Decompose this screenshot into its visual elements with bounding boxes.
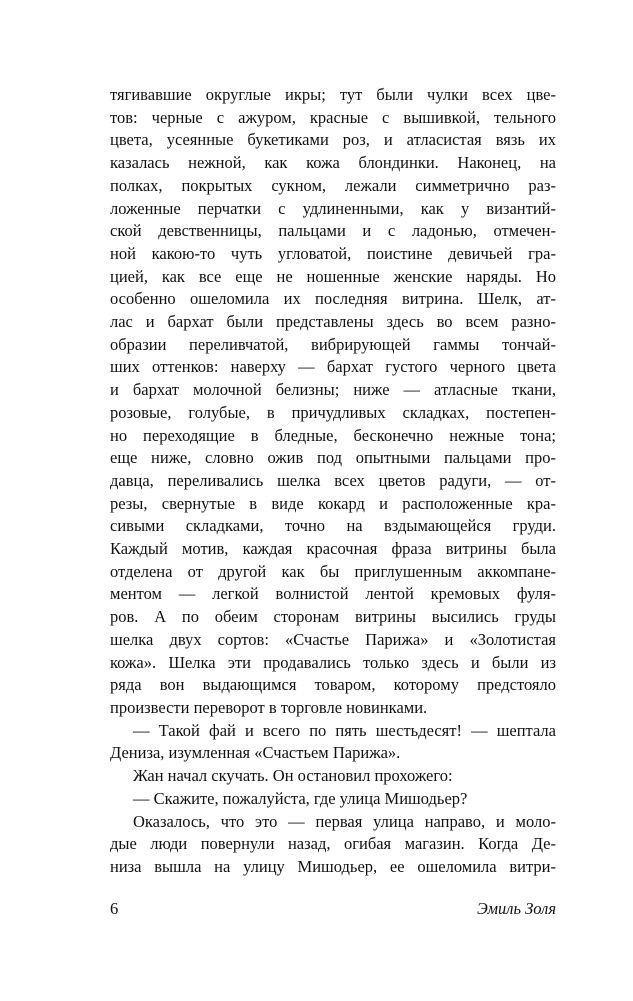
text-line: цвета, усеянные букетиками роз, и атласистая вязь их [110,130,556,150]
text-line: резы, свернутые в виде кокард и расположенные кра- [110,493,556,513]
text-line: отделена от другой как бы приглушенным аккомпане- [110,561,556,581]
text-line: образии переливчатой, вибрирующей гаммы тончай- [110,334,556,354]
author-name: Эмиль Золя [476,899,556,918]
text-block [110,84,556,879]
text-line: кожа». Шелка эти продавались только здесь и были из [110,652,556,672]
paragraph [110,765,556,788]
text-line: казалась нежной, как кожа блондинки. Наконец, на [110,153,556,173]
text-line: цией, как все еще не ношенные женские наряды. Но [110,266,556,286]
text-line: ров. А по обеим сторонам витрины высились груды [110,607,556,627]
text-line: Каждый мотив, каждая красочная фраза витрины была [110,539,556,559]
paragraph [110,811,556,879]
text-line: розовые, голубые, в причудливых складках, постепен- [110,402,556,422]
paragraph [110,788,556,811]
text-line: особенно ошеломила их последняя витрина. Шелк, ат- [110,289,556,309]
text-line: сивыми складками, точно на вздымающейся груди. [110,516,556,536]
text-line: ших оттенков: наверху — бархат густого черного цвета [110,357,556,377]
text-line: низа вышла на улицу Мишодьер, ее ошеломила витри- [110,856,556,876]
text-line: тов: черные с ажуром, красные с вышивкой, тельного [110,107,556,127]
text-line: ской девственницы, пальцами и с ладонью, отмечен- [110,221,556,241]
text-line: дые люди повернули назад, огибая магазин. Когда Де- [110,834,556,854]
text-line: — Скажите, пожалуйста, где улица Мишодьер? [133,788,468,808]
text-line: ряда вон выдающимся товаром, которому предстояло [110,675,556,695]
text-line: и бархат молочной белизны; ниже — атласные ткани, [110,380,556,400]
text-line: давца, переливались шелка всех цветов радуги, — от- [110,470,556,490]
text-line: ной какою-то чуть угловатой, поистине девичьей гра- [110,243,556,263]
paragraph [110,720,556,765]
text-line: но переходящие в бледные, бесконечно нежные тона; [110,425,556,445]
text-line: ментом — легкой волнистой лентой кремовых фуля- [110,584,556,604]
text-line: ложенные перчатки с удлиненными, как у византий- [110,198,556,218]
paragraph [110,84,556,720]
text-line: еще ниже, словно ожив под опытными пальцами про- [110,448,556,468]
text-line: произвести переворот в торговле новинками. [110,697,428,717]
text-line: — Такой фай и всего по пять шестьдесят! — шептала [133,720,556,740]
text-line: Дениза, изумленная «Счастьем Парижа». [110,743,401,763]
text-line: полках, покрытых сукном, лежали симметрично раз- [110,175,556,195]
text-line: шелка двух сортов: «Счастье Парижа» и «Золотистая [110,629,556,649]
page-number: 6 [110,899,119,918]
text-line: тягивавшие округлые икры; тут были чулки всех цве- [110,85,556,104]
text-line: Жан начал скучать. Он остановил прохожего: [133,766,453,786]
text-line: лас и бархат были представлены здесь во всем разно- [110,312,556,332]
text-line: Оказалось, что это — первая улица направо, и моло- [133,811,556,831]
footer [110,898,556,920]
